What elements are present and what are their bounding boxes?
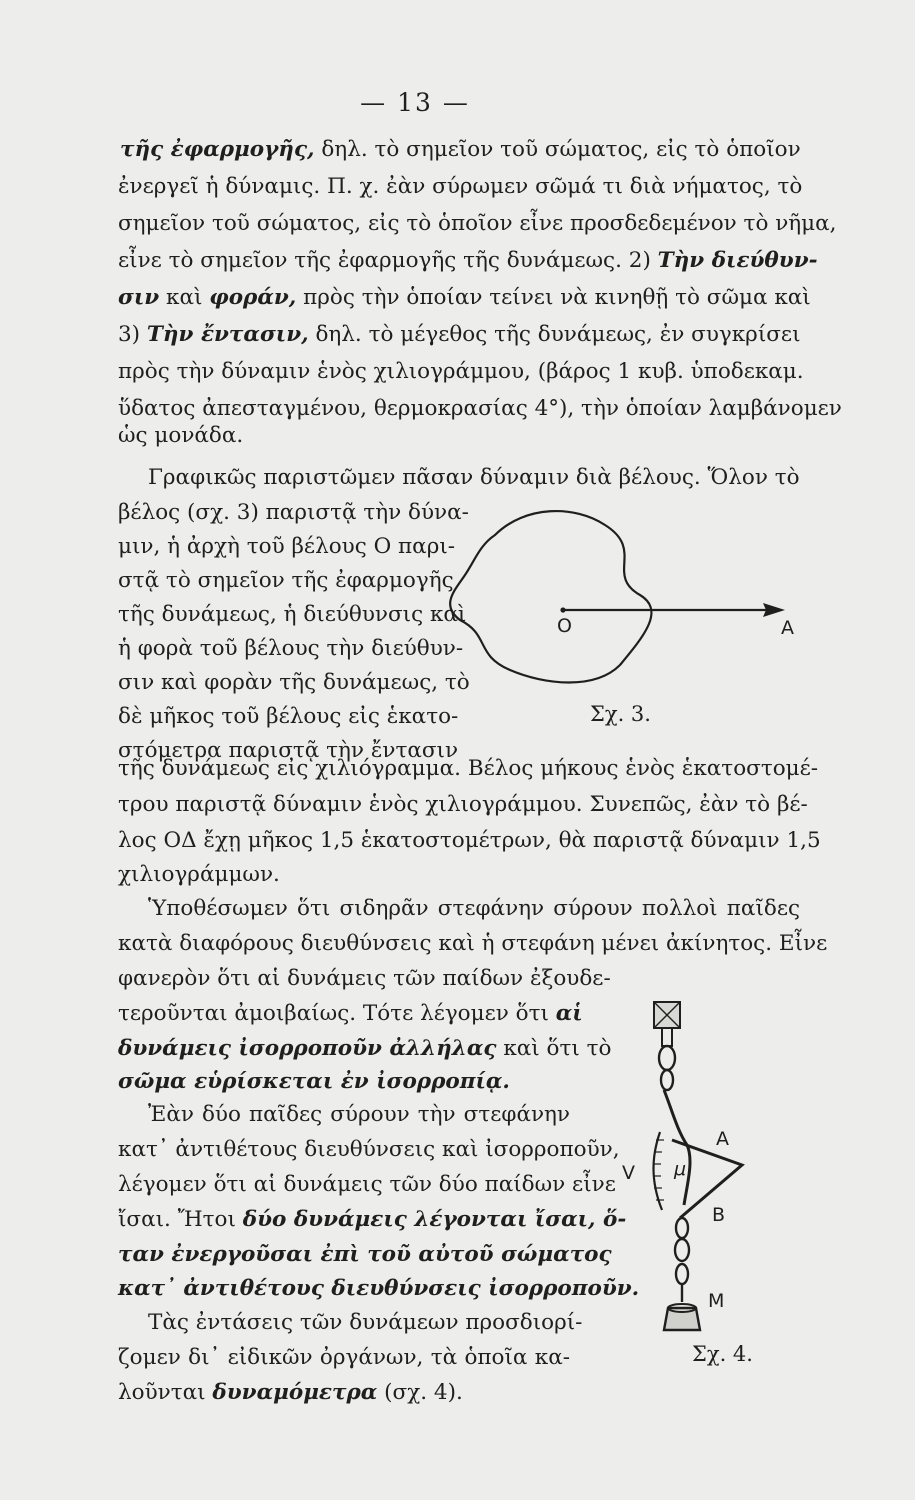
body-outline	[450, 511, 651, 682]
text-line-23: Ὑποθέσωμεν ὅτι σιδηρᾶν στεφάνην σύρουν πολλοὶ παῖδες	[148, 896, 800, 921]
text-line-30: κατ᾽ ἀντιθέτους διευθύνσεις καὶ ἰσορροποῦν,	[118, 1137, 620, 1162]
text-line-33: ταν ἐνεργοῦσαι ἐπὶ τοῦ αὐτοῦ σώματος	[118, 1242, 612, 1267]
text-line-21: λος ΟΔ ἔχῃ μῆκος 1,5 ἑκατοστομέτρων, θὰ παριστᾷ δύναμιν 1,5	[118, 828, 821, 853]
figure-3	[435, 495, 815, 745]
text-line-2: ἐνεργεῖ ἡ δύναμις. Π. χ. ἐὰν σύρωμεν σῶμά τι διὰ νήματος, τὸ	[118, 174, 803, 199]
label-M: M	[708, 1290, 725, 1312]
text-line-12: μιν, ἡ ἀρχὴ τοῦ βέλους Ο παρι-	[118, 534, 456, 559]
text-line-37: λοῦνται δυναμόμετρα (σχ. 4).	[118, 1380, 463, 1405]
text-line-16: σιν καὶ φορὰν τῆς δυνάμεως, τὸ	[118, 670, 470, 695]
label-mu: μ	[674, 1158, 687, 1180]
text-line-22: χιλιογράμμων.	[118, 862, 280, 887]
text-line-29: Ἐὰν δύο παῖδες σύρουν τὴν στεφάνην	[148, 1102, 570, 1127]
spring-arc	[664, 1090, 690, 1205]
figure-4	[622, 990, 792, 1380]
text-line-11: βέλος (σχ. 3) παριστᾷ τὴν δύνα-	[118, 500, 469, 525]
label-origin: O	[557, 615, 572, 637]
text-line-20: τρου παριστᾷ δύναμιν ἑνὸς χιλιογράμμου. Συνεπῶς, ἐὰν τὸ βέ-	[118, 792, 808, 817]
force-arrow-head	[763, 603, 785, 617]
text-line-34: κατ᾽ ἀντιθέτους διευθύνσεις ἰσορροποῦν.	[118, 1276, 640, 1301]
text-line-19: τῆς δυνάμεως εἰς χιλιόγραμμα. Βέλος μήκους ἑνὸς ἑκατοστομέ-	[118, 756, 819, 781]
text-line-3: σημεῖον τοῦ σώματος, εἰς τὸ ὁποῖον εἶνε προσδεδεμένον τὸ νῆμα,	[118, 211, 837, 236]
figure-4-caption: Σχ. 4.	[692, 1342, 753, 1366]
text-line-27: δυνάμεις ἰσορροποῦν ἀλλήλας καὶ ὅτι τὸ	[118, 1036, 612, 1061]
text-line-36: ζομεν δι᾽ εἰδικῶν ὀργάνων, τὰ ὁποῖα κα-	[118, 1345, 570, 1370]
text-line-18: στόμετρα παριστᾷ τὴν ἔντασιν	[118, 738, 459, 763]
origin-point	[560, 607, 565, 612]
label-arrow-end: A	[781, 617, 794, 639]
text-line-35: Τὰς ἐντάσεις τῶν δυνάμεων προσδιορί-	[148, 1310, 583, 1335]
figure-3-caption: Σχ. 3.	[590, 702, 651, 726]
text-line-31: λέγομεν ὅτι αἱ δυνάμεις τῶν δύο παίδων εἶνε	[118, 1172, 616, 1197]
text-line-1: τῆς ἐφαρμογῆς, δηλ. τὸ σημεῖον τοῦ σώματος, εἰς τὸ ὁποῖον	[120, 137, 801, 162]
text-line-28: σῶμα εὑρίσκεται ἐν ἰσορροπίᾳ.	[118, 1069, 510, 1094]
text-line-17: δὲ μῆκος τοῦ βέλους εἰς ἑκατο-	[118, 704, 459, 729]
text-line-8: ὕδατος ἀπεσταγμένου, θερμοκρασίας 4°), τὴν ὁποίαν λαμβάνομεν	[118, 396, 842, 421]
text-line-26: τεροῦνται ἀμοιβαίως. Τότε λέγομεν ὅτι αἱ	[118, 1001, 583, 1026]
text-line-10: Γραφικῶς παριστῶμεν πᾶσαν δύναμιν διὰ βέλους. Ὅλον τὸ	[148, 465, 800, 490]
text-line-13: στᾷ τὸ σημεῖον τῆς ἐφαρμογῆς	[118, 568, 454, 593]
text-line-5: σιν καὶ φοράν, πρὸς τὴν ὁποίαν τείνει νὰ κινηθῇ τὸ σῶμα καὶ	[118, 285, 811, 310]
text-line-7: πρὸς τὴν δύναμιν ἑνὸς χιλιογράμμου, (βάρος 1 κυβ. ὑποδεκαμ.	[118, 359, 804, 384]
text-line-9: ὡς μονάδα.	[118, 423, 244, 448]
dynamometer-drawing	[632, 990, 792, 1380]
text-line-32: ἴσαι. Ἤτοι δύο δυνάμεις λέγονται ἴσαι, ὅ-	[118, 1207, 627, 1232]
text-line-15: ἡ φορὰ τοῦ βέλους τὴν διεύθυν-	[118, 636, 464, 661]
label-B: B	[712, 1204, 726, 1226]
text-line-14: τῆς δυνάμεως, ἡ διεύθυνσις καὶ	[118, 602, 467, 627]
label-V: V	[622, 1162, 635, 1184]
scale-arc	[654, 1132, 663, 1210]
page-number: — 13 —	[360, 88, 470, 117]
text-line-24: κατὰ διαφόρους διευθύνσεις καὶ ἡ στεφάνη μένει ἀκίνητος. Εἶνε	[118, 931, 828, 956]
text-line-4: εἶνε τὸ σημεῖον τῆς ἐφαρμογῆς τῆς δυνάμεως. 2) Τὴν διεύθυν-	[118, 248, 818, 273]
label-A: A	[716, 1128, 729, 1150]
text-line-25: φανερὸν ὅτι αἱ δυνάμεις τῶν παίδων ἐξουδε-	[118, 966, 611, 991]
text-line-6: 3) Τὴν ἔντασιν, δηλ. τὸ μέγεθος τῆς δυνάμεως, ἐν συγκρίσει	[118, 322, 801, 347]
